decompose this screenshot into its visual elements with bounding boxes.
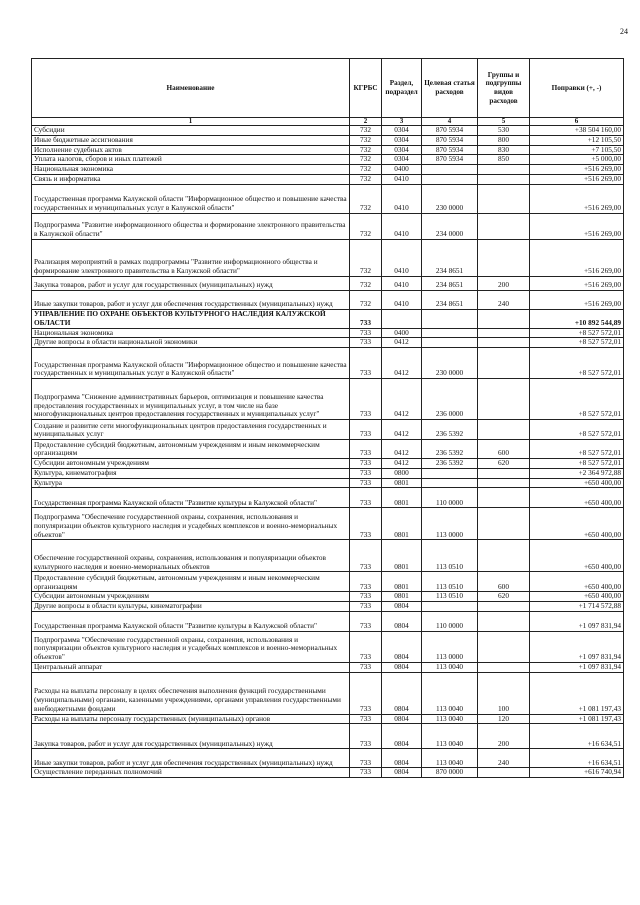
row-amendment: +8 527 572,01 [530, 328, 624, 338]
row-name: Субсидии автономным учреждениям [32, 592, 350, 602]
row-section: 0804 [382, 724, 422, 749]
row-expense-group [478, 602, 530, 612]
row-name: Государственная программа Калужской области "Информационное общество и повышение качества государственных и муниципальных услуг в Калужской области" [32, 184, 350, 213]
row-target-article: 234 0000 [422, 213, 478, 239]
column-number: 1 [32, 118, 350, 126]
row-amendment: +16 634,51 [530, 749, 624, 768]
budget-amendments-table [31, 58, 624, 778]
row-kgrbs: 732 [350, 135, 382, 145]
row-kgrbs: 732 [350, 155, 382, 165]
column-number: 6 [530, 118, 624, 126]
row-target-article [422, 478, 478, 488]
table-row [32, 714, 624, 724]
row-section: 0801 [382, 592, 422, 602]
row-target-article: 236 5392 [422, 440, 478, 459]
row-name: Центральный аппарат [32, 662, 350, 672]
table-row [32, 611, 624, 631]
row-section: 0412 [382, 440, 422, 459]
row-section: 0412 [382, 459, 422, 469]
row-expense-group: 850 [478, 155, 530, 165]
table-row [32, 420, 624, 440]
row-name: Реализация мероприятий в рамках подпрограммы "Развитие информационного общества и формирование электронного правительства в Калужской области" [32, 239, 350, 276]
row-target-article: 234 8651 [422, 276, 478, 290]
row-section: 0304 [382, 155, 422, 165]
row-section: 0410 [382, 276, 422, 290]
row-target-article: 113 0510 [422, 572, 478, 592]
row-amendment: +650 400,00 [530, 508, 624, 540]
row-name: Закупка товаров, работ и услуг для государственных (муниципальных) нужд [32, 276, 350, 290]
row-section: 0801 [382, 508, 422, 540]
row-name: Иные бюджетные ассигнования [32, 135, 350, 145]
row-expense-group [478, 184, 530, 213]
row-amendment: +516 269,00 [530, 290, 624, 309]
table-row [32, 155, 624, 165]
row-amendment: +1 097 831,94 [530, 631, 624, 662]
row-kgrbs: 733 [350, 478, 382, 488]
table-row [32, 459, 624, 469]
row-section: 0801 [382, 488, 422, 508]
row-section: 0804 [382, 631, 422, 662]
row-name: Подпрограмма "Обеспечение государственной охраны, сохранения, использования и популяризации объектов культурного наследия и усадебных комплексов и военно-мемориальных объектов" [32, 631, 350, 662]
table-row [32, 672, 624, 714]
row-section: 0804 [382, 662, 422, 672]
row-expense-group: 200 [478, 724, 530, 749]
row-section: 0410 [382, 290, 422, 309]
row-section: 0804 [382, 768, 422, 778]
row-name: Культура, кинематография [32, 468, 350, 478]
table-row [32, 572, 624, 592]
row-expense-group [478, 338, 530, 348]
row-kgrbs: 732 [350, 290, 382, 309]
row-target-article: 113 0040 [422, 672, 478, 714]
row-amendment: +1 081 197,43 [530, 714, 624, 724]
row-target-article: 870 5934 [422, 126, 478, 136]
row-expense-group: 530 [478, 126, 530, 136]
row-expense-group: 620 [478, 592, 530, 602]
row-section: 0801 [382, 572, 422, 592]
row-name: Подпрограмма "Развитие информационного общества и формирование электронного правительства в Калужской области" [32, 213, 350, 239]
column-number-row [32, 118, 624, 126]
row-target-article: 113 0510 [422, 592, 478, 602]
row-target-article: 230 0000 [422, 348, 478, 379]
row-section [382, 309, 422, 328]
row-expense-group [478, 239, 530, 276]
row-expense-group [478, 478, 530, 488]
page-number: 24 [620, 27, 628, 36]
table-row [32, 379, 624, 420]
header-target-article: Целевая статья расходов [422, 59, 478, 118]
row-section: 0410 [382, 174, 422, 184]
row-kgrbs: 733 [350, 662, 382, 672]
row-amendment: +650 400,00 [530, 592, 624, 602]
row-kgrbs: 733 [350, 540, 382, 572]
row-expense-group [478, 348, 530, 379]
header-kgrbs: КГРБС [350, 59, 382, 118]
row-expense-group: 830 [478, 145, 530, 155]
row-amendment: +1 081 197,43 [530, 672, 624, 714]
row-amendment: +8 527 572,01 [530, 420, 624, 440]
row-section: 0304 [382, 126, 422, 136]
row-section: 0412 [382, 420, 422, 440]
row-kgrbs: 733 [350, 724, 382, 749]
row-amendment: +650 400,00 [530, 488, 624, 508]
row-expense-group: 100 [478, 672, 530, 714]
row-section: 0804 [382, 672, 422, 714]
row-expense-group: 600 [478, 572, 530, 592]
row-target-article: 113 0040 [422, 749, 478, 768]
row-target-article: 110 0000 [422, 488, 478, 508]
row-kgrbs: 732 [350, 276, 382, 290]
row-kgrbs: 733 [350, 328, 382, 338]
row-name: Исполнение судебных актов [32, 145, 350, 155]
row-name: Предоставление субсидий бюджетным, автономным учреждениям и иным некоммерческим организациям [32, 440, 350, 459]
row-target-article: 234 8651 [422, 290, 478, 309]
row-name: Другие вопросы в области культуры, кинематографии [32, 602, 350, 612]
row-expense-group [478, 540, 530, 572]
row-target-article [422, 174, 478, 184]
row-section: 0800 [382, 468, 422, 478]
table-row [32, 749, 624, 768]
table-row [32, 508, 624, 540]
row-section: 0801 [382, 478, 422, 488]
table-row [32, 126, 624, 136]
row-expense-group: 620 [478, 459, 530, 469]
row-kgrbs: 733 [350, 348, 382, 379]
row-target-article: 113 0040 [422, 714, 478, 724]
row-kgrbs: 732 [350, 239, 382, 276]
header-row [32, 59, 624, 118]
table-row [32, 348, 624, 379]
row-name: Национальная экономика [32, 328, 350, 338]
table-row [32, 239, 624, 276]
row-target-article: 236 0000 [422, 379, 478, 420]
row-target-article: 113 0510 [422, 540, 478, 572]
table-row [32, 174, 624, 184]
row-target-article: 113 0040 [422, 724, 478, 749]
row-expense-group [478, 508, 530, 540]
row-kgrbs: 733 [350, 714, 382, 724]
row-section: 0410 [382, 184, 422, 213]
row-expense-group: 800 [478, 135, 530, 145]
row-amendment: +516 269,00 [530, 276, 624, 290]
row-section: 0804 [382, 611, 422, 631]
table-row [32, 478, 624, 488]
row-section: 0412 [382, 338, 422, 348]
row-amendment: +1 097 831,94 [530, 611, 624, 631]
row-section: 0304 [382, 145, 422, 155]
table-row [32, 338, 624, 348]
row-name: Культура [32, 478, 350, 488]
row-kgrbs: 733 [350, 749, 382, 768]
row-amendment: +516 269,00 [530, 184, 624, 213]
row-amendment: +8 527 572,01 [530, 348, 624, 379]
table-row [32, 213, 624, 239]
row-target-article: 870 5934 [422, 145, 478, 155]
row-expense-group [478, 379, 530, 420]
table-row [32, 276, 624, 290]
row-kgrbs: 733 [350, 338, 382, 348]
table-row [32, 440, 624, 459]
row-kgrbs: 733 [350, 572, 382, 592]
row-expense-group [478, 662, 530, 672]
row-amendment: +1 714 572,88 [530, 602, 624, 612]
row-target-article [422, 338, 478, 348]
row-name: Создание и развитие сети многофункциональных центров предоставления государственных и муниципальных услуг [32, 420, 350, 440]
row-amendment: +650 400,00 [530, 540, 624, 572]
row-section: 0410 [382, 213, 422, 239]
row-expense-group: 240 [478, 290, 530, 309]
table-row [32, 768, 624, 778]
row-kgrbs: 732 [350, 165, 382, 175]
row-name: Иные закупки товаров, работ и услуг для обеспечения государственных (муниципальных) нужд [32, 290, 350, 309]
row-expense-group [478, 611, 530, 631]
row-name: Уплата налогов, сборов и иных платежей [32, 155, 350, 165]
row-target-article: 113 0040 [422, 662, 478, 672]
row-name: Государственная программа Калужской области "Информационное общество и повышение качества государственных и муниципальных услуг в Калужской области" [32, 348, 350, 379]
row-target-article: 236 5392 [422, 459, 478, 469]
row-amendment: +5 000,00 [530, 155, 624, 165]
row-target-article: 236 5392 [422, 420, 478, 440]
row-kgrbs: 733 [350, 672, 382, 714]
row-kgrbs: 733 [350, 440, 382, 459]
row-kgrbs: 733 [350, 631, 382, 662]
row-target-article: 113 0000 [422, 631, 478, 662]
row-name: Расходы на выплаты персоналу в целях обеспечения выполнения функций государственными (муниципальными) органами, казенными учреждениями, органами управления государственными внебюджетными фондами [32, 672, 350, 714]
table-row [32, 468, 624, 478]
row-section: 0400 [382, 328, 422, 338]
row-name: Государственная программа Калужской области "Развитие культуры в Калужской области" [32, 488, 350, 508]
row-amendment: +616 740,94 [530, 768, 624, 778]
row-section: 0400 [382, 165, 422, 175]
row-expense-group: 240 [478, 749, 530, 768]
row-amendment: +16 634,51 [530, 724, 624, 749]
row-section: 0304 [382, 135, 422, 145]
row-kgrbs: 733 [350, 420, 382, 440]
table-row [32, 309, 624, 328]
row-name: Другие вопросы в области национальной экономики [32, 338, 350, 348]
row-expense-group [478, 328, 530, 338]
row-name: Субсидии [32, 126, 350, 136]
table-row [32, 290, 624, 309]
row-amendment: +8 527 572,01 [530, 459, 624, 469]
row-kgrbs: 733 [350, 488, 382, 508]
column-number: 2 [350, 118, 382, 126]
row-amendment: +12 105,50 [530, 135, 624, 145]
row-kgrbs: 733 [350, 468, 382, 478]
row-name: Субсидии автономным учреждениям [32, 459, 350, 469]
row-target-article [422, 165, 478, 175]
table-row [32, 184, 624, 213]
table-row [32, 631, 624, 662]
row-kgrbs: 733 [350, 602, 382, 612]
row-section: 0804 [382, 602, 422, 612]
row-amendment: +516 269,00 [530, 165, 624, 175]
table-row [32, 602, 624, 612]
row-target-article: 870 5934 [422, 135, 478, 145]
table-row [32, 165, 624, 175]
row-target-article: 870 0000 [422, 768, 478, 778]
row-expense-group: 200 [478, 276, 530, 290]
table-body [32, 126, 624, 778]
row-amendment: +10 892 544,89 [530, 309, 624, 328]
header-name: Наименование [32, 59, 350, 118]
header-expense-group: Группы и подгруппы видов расходов [478, 59, 530, 118]
row-kgrbs: 733 [350, 309, 382, 328]
row-name: Подпрограмма "Обеспечение государственной охраны, сохранения, использования и популяризации объектов культурного наследия и усадебных комплексов и военно-мемориальных объектов" [32, 508, 350, 540]
row-name: Национальная экономика [32, 165, 350, 175]
row-section: 0412 [382, 348, 422, 379]
row-expense-group [478, 165, 530, 175]
row-section: 0804 [382, 749, 422, 768]
row-target-article [422, 602, 478, 612]
row-expense-group: 120 [478, 714, 530, 724]
row-name: Осуществление переданных полномочий [32, 768, 350, 778]
row-amendment: +2 364 972,88 [530, 468, 624, 478]
row-section: 0804 [382, 714, 422, 724]
row-target-article: 110 0000 [422, 611, 478, 631]
row-kgrbs: 733 [350, 592, 382, 602]
row-amendment: +650 400,00 [530, 572, 624, 592]
row-amendment: +516 269,00 [530, 213, 624, 239]
row-kgrbs: 732 [350, 126, 382, 136]
row-name: Связь и информатика [32, 174, 350, 184]
column-number: 3 [382, 118, 422, 126]
row-kgrbs: 733 [350, 459, 382, 469]
row-expense-group [478, 213, 530, 239]
row-kgrbs: 732 [350, 213, 382, 239]
row-kgrbs: 733 [350, 768, 382, 778]
row-expense-group [478, 174, 530, 184]
row-expense-group [478, 420, 530, 440]
row-target-article: 230 0000 [422, 184, 478, 213]
row-target-article [422, 328, 478, 338]
row-target-article: 870 5934 [422, 155, 478, 165]
row-section: 0412 [382, 379, 422, 420]
row-name: Государственная программа Калужской области "Развитие культуры в Калужской области" [32, 611, 350, 631]
row-expense-group [478, 468, 530, 478]
row-amendment: +8 527 572,01 [530, 338, 624, 348]
row-amendment: +516 269,00 [530, 174, 624, 184]
table-row [32, 662, 624, 672]
row-expense-group [478, 768, 530, 778]
row-amendment: +8 527 572,01 [530, 440, 624, 459]
row-name: Предоставление субсидий бюджетным, автономным учреждениям и иным некоммерческим организациям [32, 572, 350, 592]
row-amendment: +1 097 831,94 [530, 662, 624, 672]
row-section: 0801 [382, 540, 422, 572]
row-kgrbs: 733 [350, 611, 382, 631]
row-target-article: 234 8651 [422, 239, 478, 276]
header-section: Раздел, подраздел [382, 59, 422, 118]
row-section: 0410 [382, 239, 422, 276]
table-row [32, 135, 624, 145]
header-amendment: Поправки (+, -) [530, 59, 624, 118]
table-row [32, 724, 624, 749]
table-row [32, 488, 624, 508]
row-kgrbs: 732 [350, 184, 382, 213]
row-kgrbs: 733 [350, 508, 382, 540]
row-kgrbs: 732 [350, 174, 382, 184]
row-name: Обеспечение государственной охраны, сохранения, использования и популяризации объектов культурного наследия и военно-мемориальных объектов [32, 540, 350, 572]
row-amendment: +650 400,00 [530, 478, 624, 488]
row-expense-group [478, 488, 530, 508]
row-expense-group [478, 309, 530, 328]
row-name: Подпрограмма "Снижение административных барьеров, оптимизация и повышение качества предоставления государственных и муниципальных услуг, в том числе на базе многофункциональных центров предоставления государственных и муниципальных услуг" [32, 379, 350, 420]
row-expense-group: 600 [478, 440, 530, 459]
row-target-article [422, 468, 478, 478]
row-kgrbs: 732 [350, 145, 382, 155]
row-target-article: 113 0000 [422, 508, 478, 540]
row-amendment: +8 527 572,01 [530, 379, 624, 420]
row-name: Иные закупки товаров, работ и услуг для обеспечения государственных (муниципальных) нужд [32, 749, 350, 768]
row-kgrbs: 733 [350, 379, 382, 420]
row-expense-group [478, 631, 530, 662]
row-name: Расходы на выплаты персоналу государственных (муниципальных) органов [32, 714, 350, 724]
row-name: УПРАВЛЕНИЕ ПО ОХРАНЕ ОБЪЕКТОВ КУЛЬТУРНОГО НАСЛЕДИЯ КАЛУЖСКОЙ ОБЛАСТИ [32, 309, 350, 328]
row-amendment: +38 504 160,00 [530, 126, 624, 136]
row-name: Закупка товаров, работ и услуг для государственных (муниципальных) нужд [32, 724, 350, 749]
table-row [32, 540, 624, 572]
column-number: 4 [422, 118, 478, 126]
row-amendment: +7 105,50 [530, 145, 624, 155]
column-number: 5 [478, 118, 530, 126]
row-amendment: +516 269,00 [530, 239, 624, 276]
row-target-article [422, 309, 478, 328]
